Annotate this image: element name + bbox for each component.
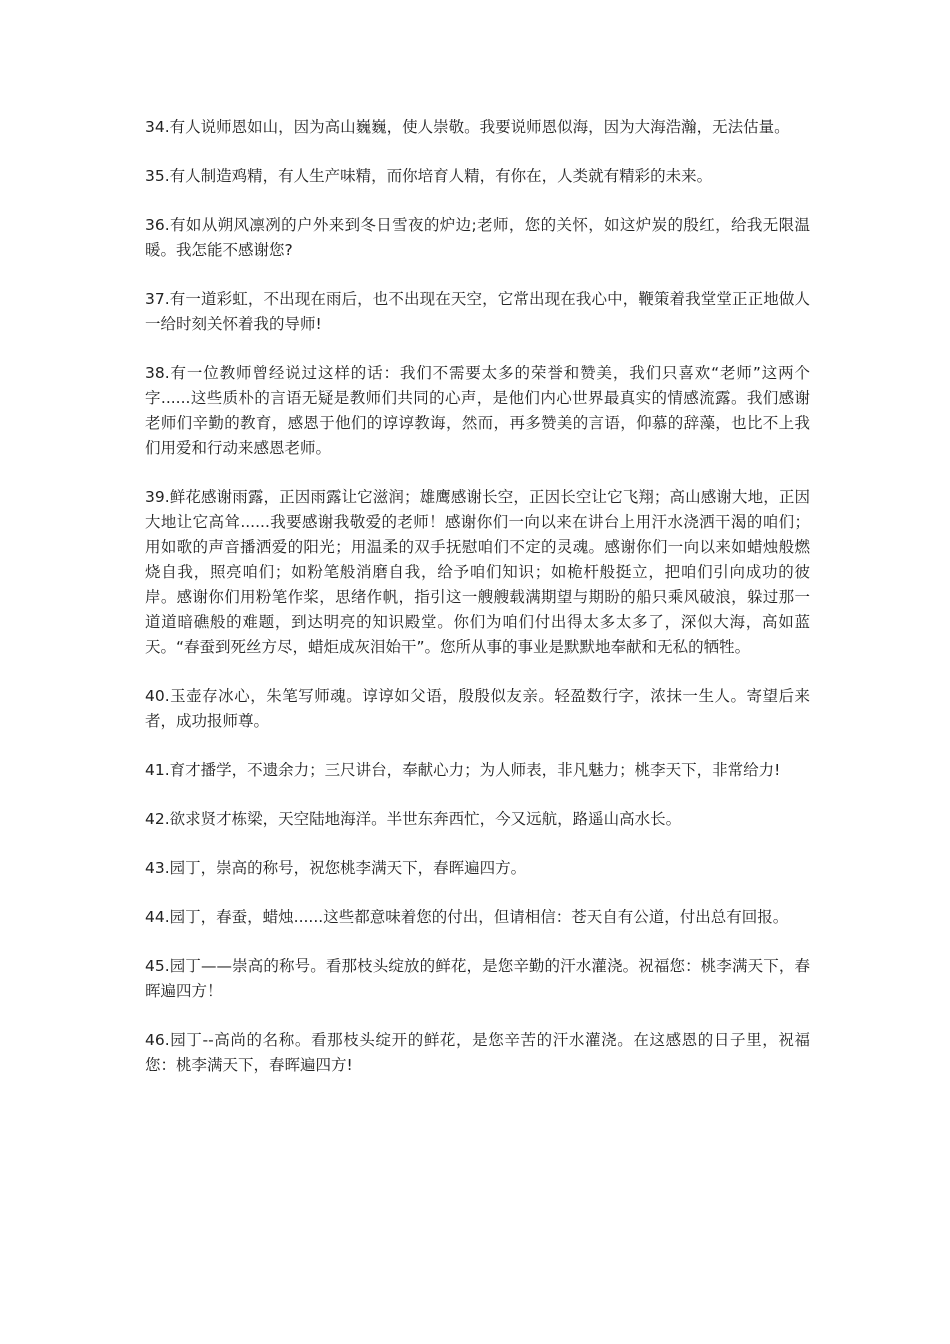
paragraph-35: 35.有人制造鸡精，有人生产味精，而你培育人精，有你在，人类就有精彩的未来。 (145, 167, 713, 185)
paragraph-43: 43.园丁，崇高的称号，祝您桃李满天下，春晖遍四方。 (145, 859, 527, 877)
paragraph-46: 46.园丁--高尚的名称。看那枝头绽开的鲜花，是您辛苦的汗水灌浇。在这感恩的日子里，祝福您：桃李满天下，春晖遍四方! (145, 1031, 810, 1074)
paragraph-42: 42.欲求贤才栋梁，天空陆地海洋。半世东奔西忙，今又远航，路遥山高水长。 (145, 810, 682, 828)
paragraph-34: 34.有人说师恩如山，因为高山巍巍，使人崇敬。我要说师恩似海，因为大海浩瀚，无法估量。 (145, 118, 790, 136)
paragraph-41: 41.育才播学，不遗余力；三尺讲台，奉献心力；为人师表，非凡魅力；桃李天下，非常给力! (145, 761, 781, 779)
paragraph-38: 38.有一位教师曾经说过这样的话：我们不需要太多的荣誉和赞美，我们只喜欢“老师”这两个字......这些质朴的言语无疑是教师们共同的心声，是他们内心世界最真实的情感流露。我们感谢老师们辛勤的教育，感恩于他们的谆谆教诲，然而，再多赞美的言语，仰慕的辞藻，也比不上我们用爱和行动来感恩老师。 (145, 364, 810, 457)
paragraph-39: 39.鲜花感谢雨露，正因雨露让它滋润；雄鹰感谢长空，正因长空让它飞翔；高山感谢大地，正因大地让它高耸......我要感谢我敬爱的老师！感谢你们一向以来在讲台上用汗水浇洒干渴的咱们；用如歌的声音播洒爱的阳光；用温柔的双手抚慰咱们不定的灵魂。感谢你们一向以来如蜡烛般燃烧自我，照亮咱们；如粉笔般消磨自我，给予咱们知识；如桅杆般挺立，把咱们引向成功的彼岸。感谢你们用粉笔作桨，思绪作帆，指引这一艘艘载满期望与期盼的船只乘风破浪，躲过那一道道暗礁般的难题，到达明亮的知识殿堂。你们为咱们付出得太多太多了，深似大海，高如蓝天。“春蚕到死丝方尽，蜡炬成灰泪始干”。您所从事的事业是默默地奉献和无私的牺牲。 (145, 488, 810, 656)
paragraph-45: 45.园丁——崇高的称号。看那枝头绽放的鲜花，是您辛勤的汗水灌浇。祝福您：桃李满天下，春晖遍四方！ (145, 957, 810, 1000)
document-page (145, 115, 810, 1102)
paragraph-44: 44.园丁，春蚕，蜡烛......这些都意味着您的付出，但请相信：苍天自有公道，付出总有回报。 (145, 908, 789, 926)
paragraph-37: 37.有一道彩虹，不出现在雨后，也不出现在天空，它常出现在我心中，鞭策着我堂堂正正地做人一给时刻关怀着我的导师! (145, 290, 810, 333)
paragraph-40: 40.玉壶存冰心，朱笔写师魂。谆谆如父语，殷殷似友亲。轻盈数行字，浓抹一生人。寄望后来者，成功报师尊。 (145, 687, 810, 730)
paragraph-36: 36.有如从朔风凛冽的户外来到冬日雪夜的炉边;老师，您的关怀，如这炉炭的殷红，给我无限温暖。我怎能不感谢您? (145, 216, 810, 259)
